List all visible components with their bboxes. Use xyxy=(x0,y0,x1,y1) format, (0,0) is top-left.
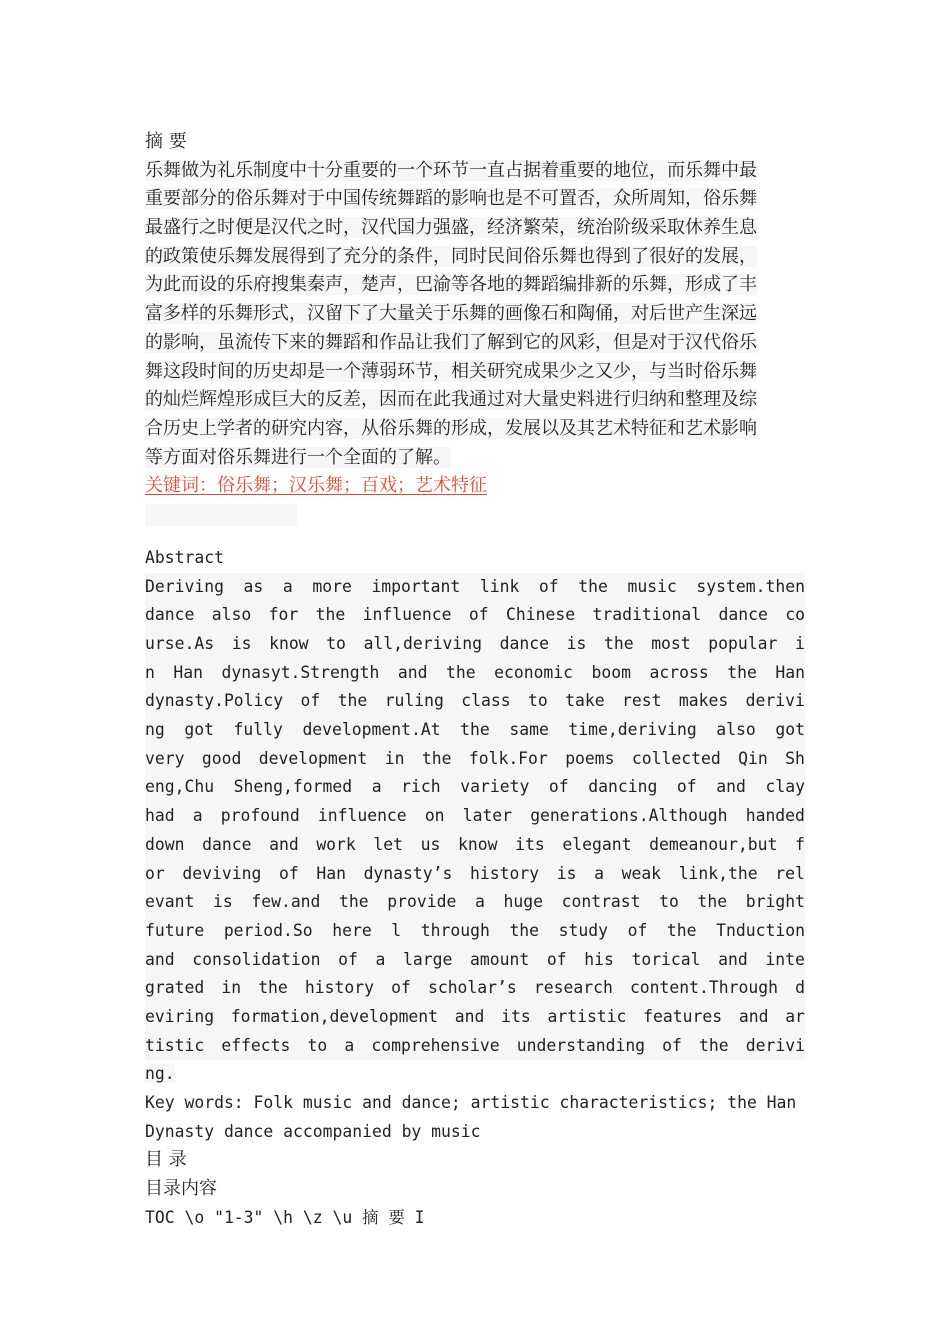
abstract-en-last-line: ng. xyxy=(145,1064,175,1084)
abstract-en-line: n Han dynasyt.Strength and the economic boom across the Han xyxy=(145,659,805,688)
abstract-cn-line: 最盛行之时便是汉代之时，汉代国力强盛，经济繁荣，统治阶级采取休养生息 xyxy=(145,217,757,239)
abstract-cn-line: 的政策使乐舞发展得到了充分的条件，同时民间俗乐舞也得到了很好的发展， xyxy=(145,245,757,267)
abstract-en-line: eviring formation,development and its artistic features and ar xyxy=(145,1003,805,1032)
abstract-en-line: or deviving of Han dynasty’s history is a weak link,the rel xyxy=(145,860,805,889)
abstract-cn-line: 等方面对俗乐舞进行一个全面的了解。 xyxy=(145,446,451,468)
abstract-cn-line: 乐舞做为礼乐制度中十分重要的一个环节一直占据着重要的地位，而乐舞中最 xyxy=(145,159,757,181)
abstract-cn-line: 为此而设的乐府搜集秦声，楚声，巴渝等各地的舞蹈编排新的乐舞，形成了丰 xyxy=(145,274,757,296)
toc-field-code: TOC \o "1-3" \h \z \u 摘 要 I xyxy=(145,1207,425,1227)
abstract-cn-line: 的灿烂辉煌形成巨大的反差，因而在此我通过对大量史料进行归纳和整理及综 xyxy=(145,389,757,411)
abstract-en-line: tistic effects to a comprehensive understanding of the derivi xyxy=(145,1032,805,1061)
abstract-cn-body xyxy=(145,157,805,473)
abstract-en-line: urse.As is know to all,deriving dance is the most popular i xyxy=(145,630,805,659)
abstract-en-line: future period.So here l through the study of the Tnduction xyxy=(145,917,805,946)
abstract-en-line: eng,Chu Sheng,formed a rich variety of dancing of and clay xyxy=(145,773,805,802)
abstract-heading: 摘 要 xyxy=(145,131,187,152)
abstract-cn-line: 重要部分的俗乐舞对于中国传统舞蹈的影响也是不可置否，众所周知，俗乐舞 xyxy=(145,188,757,210)
abstract-cn-line: 富多样的乐舞形式，汉留下了大量关于乐舞的画像石和陶俑，对后世产生深远 xyxy=(145,303,757,325)
abstract-en-line: ng got fully development.At the same time,deriving also got xyxy=(145,716,805,745)
document-page xyxy=(145,128,805,1232)
abstract-en-line: and consolidation of a large amount of his torical and inte xyxy=(145,946,805,975)
abstract-en-body xyxy=(145,573,805,1061)
abstract-en-line: dance also for the influence of Chinese traditional dance co xyxy=(145,601,805,630)
abstract-cn-line: 合历史上学者的研究内容，从俗乐舞的形成，发展以及其艺术特征和艺术影响 xyxy=(145,417,757,439)
abstract-en-line: evant is few.and the provide a huge contrast to the bright xyxy=(145,888,805,917)
toc-heading: 目 录 xyxy=(145,1149,187,1171)
abstract-en-line: Deriving as a more important link of the music system.then xyxy=(145,573,805,602)
keywords-cn: 关键词：俗乐舞；汉乐舞；百戏；艺术特征 xyxy=(145,475,487,497)
highlight-block xyxy=(145,504,297,526)
abstract-en-line: grated in the history of scholar’s research content.Through d xyxy=(145,974,805,1003)
abstract-en-line: down dance and work let us know its elegant demeanour,but f xyxy=(145,831,805,860)
abstract-en-line: very good development in the folk.For poems collected Qin Sh xyxy=(145,745,805,774)
abstract-en-line: dynasty.Policy of the ruling class to take rest makes derivi xyxy=(145,687,805,716)
keywords-en-line-1: Key words: Folk music and dance; artistic characteristics; the Han xyxy=(145,1093,797,1112)
abstract-en-heading: Abstract xyxy=(145,547,224,567)
abstract-en-line: had a profound influence on later generations.Although handed xyxy=(145,802,805,831)
abstract-cn-line: 舞这段时间的历史却是一个薄弱环节，相关研究成果少之又少，与当时俗乐舞 xyxy=(145,360,757,382)
keywords-en-line-2: Dynasty dance accompanied by music xyxy=(145,1121,481,1141)
toc-subheading: 目录内容 xyxy=(145,1178,217,1200)
abstract-cn-line: 的影响，虽流传下来的舞蹈和作品让我们了解到它的风彩，但是对于汉代俗乐 xyxy=(145,331,757,353)
